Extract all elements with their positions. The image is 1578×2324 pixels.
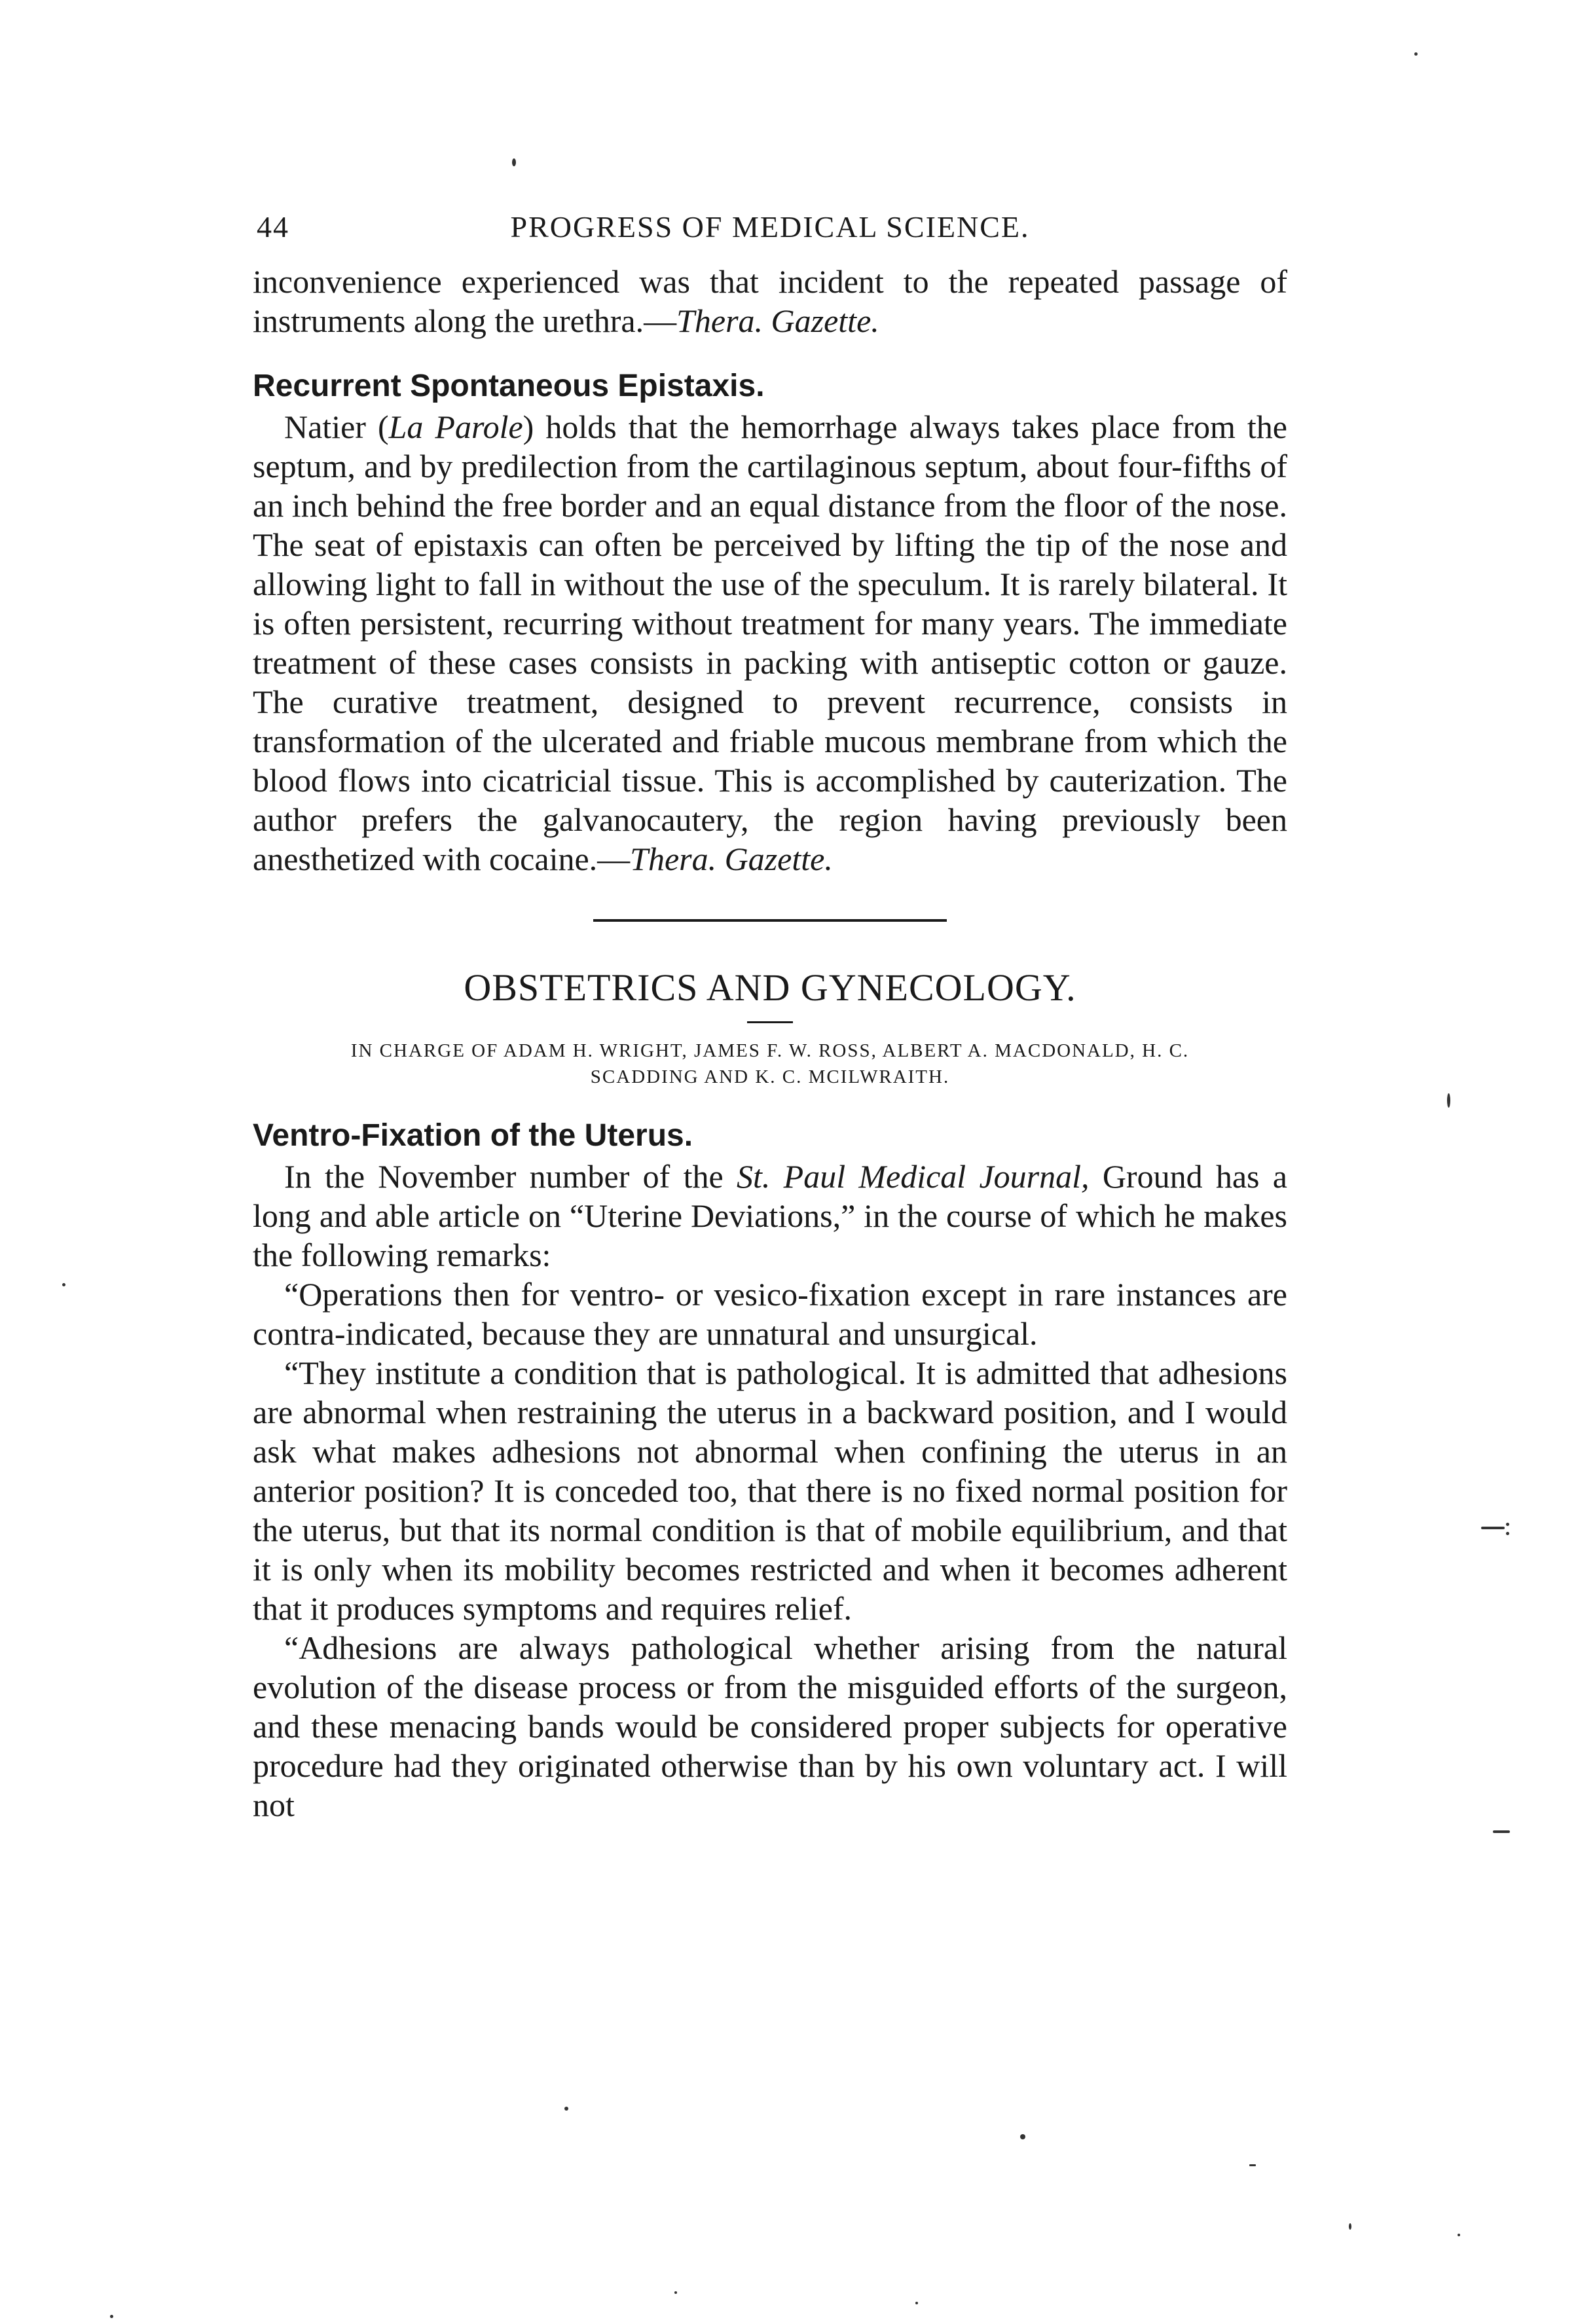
ventro-heading: Ventro-Fixation of the Uterus. [253, 1118, 693, 1153]
page-number: 44 [257, 210, 289, 244]
scan-speck [62, 1283, 65, 1286]
section-title-rule [747, 1021, 793, 1023]
epistaxis-body: ) holds that the hemorrhage always takes place from the septum, and by predilection from the cartilaginous septum, about four-fifths of an inch behind the free border and an equal distance from the floor of the nose. The seat of epistaxis can often be perceived by lifting the tip of the nose and allowing light to fall in without the use of the speculum. It is rarely bilateral. It is often persistent, recurring without treatment for many years. The immediate treatment of these cases consists in packing with antiseptic cotton or gauze. The curative treatment, designed to prevent recurrence, consists in transformation of the ulcerated and friable mucous membrane from which the blood flows into cicatricial tissue. This is accomplished by cauterization. The author prefers the galvanocautery, the region having previously been anesthetized with cocaine.— [253, 409, 1288, 877]
continued-citation: Thera. Gazette. [676, 302, 879, 339]
ventro-quote-1: “Operations then for ventro- or vesico-fixation except in rare instances are contra-indicated, because they are unnatural and unsurgical. [253, 1276, 1287, 1352]
section-divider [593, 919, 947, 922]
scan-speck [1020, 2134, 1025, 2139]
section-editors: IN CHARGE OF ADAM H. WRIGHT, JAMES F. W. ROSS, ALBERT A. MACDONALD, H. C. SCADDING AND K. C. MCILWRAITH. [350, 1040, 1190, 1087]
ventro-intro-paragraph [253, 1157, 1287, 1275]
scan-speck [1458, 2234, 1460, 2236]
section-title: OBSTETRICS AND GYNECOLOGY. [464, 966, 1076, 1009]
scan-speck [1493, 1830, 1510, 1833]
scan-speck [1249, 2164, 1256, 2166]
scan-speck [564, 2107, 568, 2111]
epistaxis-author: Natier ( [284, 409, 389, 445]
scan-speck [1414, 52, 1418, 56]
scan-speck [1506, 1523, 1509, 1526]
epistaxis-source: La Parole [388, 409, 523, 445]
ventro-journal: St. Paul Medical Journal, [736, 1158, 1090, 1195]
scan-speck [1349, 2223, 1351, 2230]
ventro-intro-start: In the November number of the [284, 1158, 737, 1195]
scan-speck [674, 2291, 677, 2294]
running-title: PROGRESS OF MEDICAL SCIENCE. [510, 210, 1030, 244]
text-column [253, 209, 1287, 1825]
epistaxis-heading: Recurrent Spontaneous Epistaxis. [253, 369, 765, 403]
scan-speck [110, 2315, 113, 2318]
scan-speck [1506, 1532, 1509, 1535]
scan-speck [512, 158, 516, 166]
ventro-quote-3: “Adhesions are always pathological whether arising from the natural evolution of the disease process or from the misguided efforts of the surgeon, and these menacing bands would be considered proper subjects for operative procedure had they originated otherwise than by his own voluntary act. I will not [253, 1629, 1287, 1823]
scan-speck [1447, 1093, 1450, 1108]
epistaxis-citation: Thera. Gazette. [630, 841, 833, 877]
running-head [253, 209, 1287, 262]
continued-paragraph [253, 262, 1287, 340]
continued-body: inconvenience experienced was that incident to the repeated passage of instruments along the urethra.— [253, 263, 1287, 339]
ventro-intro-end: Ground has a long and able article on “Uterine Deviations,” in the course of which he makes the following remarks: [253, 1158, 1287, 1273]
epistaxis-paragraph [253, 407, 1287, 879]
scan-speck [915, 2302, 918, 2304]
scan-speck [1481, 1527, 1505, 1529]
ventro-quote-2: “They institute a condition that is pathological. It is admitted that adhesions are abnormal when restraining the uterus in a backward position, and I would ask what makes adhesions not abnormal when confining the uterus in an anterior position? It is conceded too, that there is no fixed normal position for the uterus, but that its normal condition is that of mobile equilibrium, and that it is only when its mobility becomes restricted and when it becomes adherent that it produces symptoms and requires relief. [253, 1354, 1287, 1627]
